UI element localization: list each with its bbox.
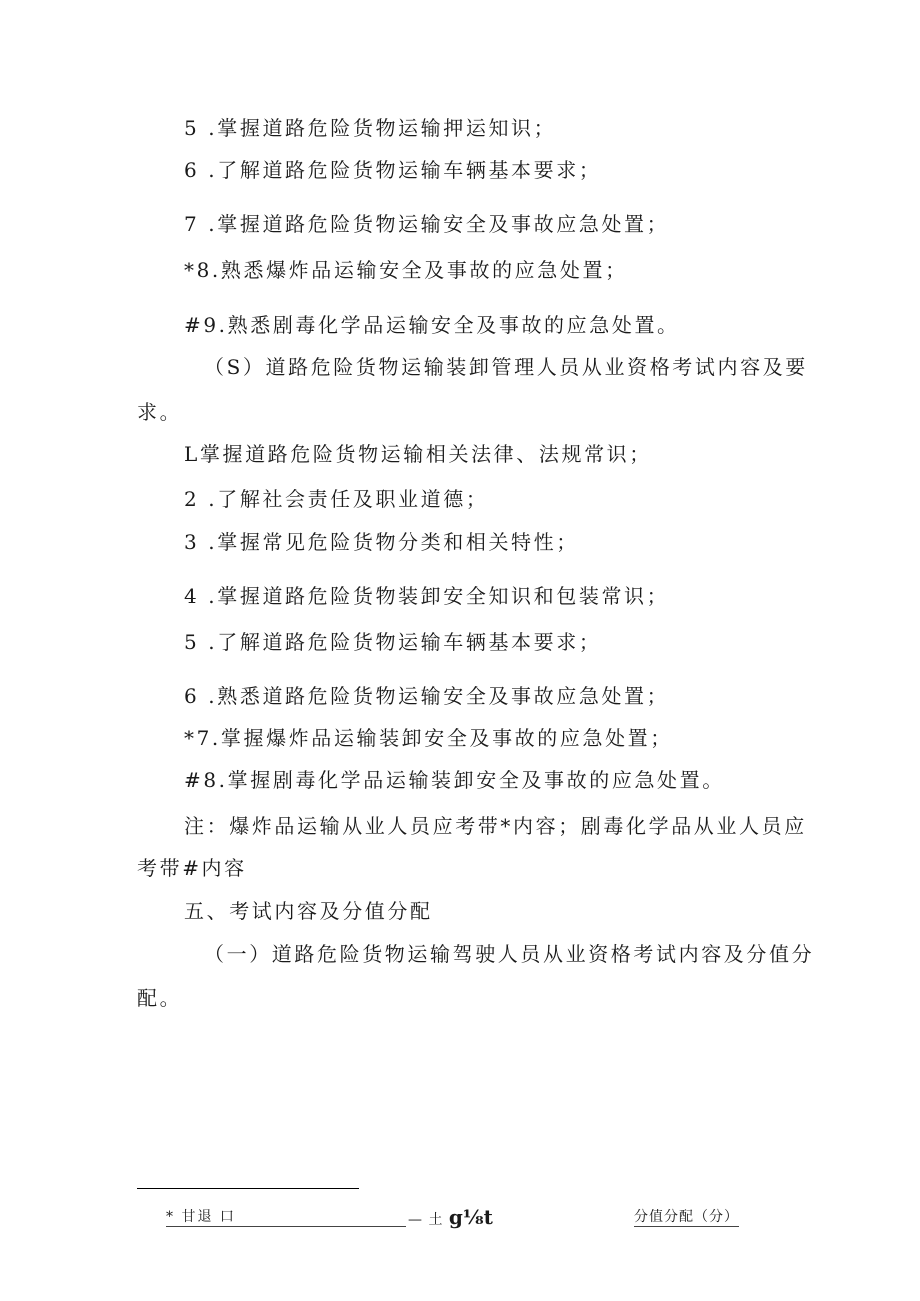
item-6-vehicle-requirements: 6 .了解道路危险货物运输车辆基本要求； — [184, 158, 602, 182]
loading-item-2-ethics: 2 .了解社会责任及职业道德； — [184, 487, 489, 511]
item-5-escort-knowledge: 5 .掌握道路危险货物运输押运知识； — [184, 116, 557, 140]
loading-item-5-vehicles: 5 .了解道路危险货物运输车辆基本要求； — [184, 630, 602, 654]
table-header-col2-bold: g⅛t — [448, 1205, 493, 1229]
loading-item-3-classification: 3 .掌握常见危险货物分类和相关特性； — [184, 530, 579, 554]
table-header-score-allocation: 分值分配（分） — [634, 1209, 739, 1225]
table-header-col2-prefix: — 土 — [408, 1212, 449, 1228]
section-loading-managers-heading: （S）道路危险货物运输装卸管理人员从业资格考试内容及要 — [204, 355, 808, 379]
section-loading-managers-heading-cont: 求。 — [137, 400, 183, 424]
loading-item-8-toxic-chemicals: #8.掌握剧毒化学品运输装卸安全及事故的应急处置。 — [184, 768, 725, 792]
subsection-drivers-heading: （一）道路危险货物运输驾驶人员从业资格考试内容及分值分 — [204, 942, 815, 966]
table-header-col2 — [408, 1205, 493, 1229]
item-9-toxic-chemicals: #9.熟悉剧毒化学品运输安全及事故的应急处置。 — [184, 313, 680, 337]
table-top-rule — [137, 1188, 359, 1189]
section-five-heading: 五、考试内容及分值分配 — [184, 899, 433, 923]
item-7-safety-emergency: 7 .掌握道路危险货物运输安全及事故应急处置； — [184, 212, 670, 236]
item-8-explosives: *8.熟悉爆炸品运输安全及事故的应急处置； — [184, 258, 628, 282]
loading-item-6-emergency: 6 .熟悉道路危险货物运输安全及事故应急处置； — [184, 684, 670, 708]
table-header-col1: * 甘退 口 — [166, 1208, 406, 1227]
subsection-drivers-heading-cont: 配。 — [137, 986, 183, 1010]
note-line-2: 考带#内容 — [137, 856, 247, 880]
loading-item-4-packaging: 4 .掌握道路危险货物装卸安全知识和包装常识； — [184, 584, 670, 608]
note-line-1: 注：爆炸品运输从业人员应考带*内容；剧毒化学品从业人员应 — [184, 814, 807, 838]
loading-item-1-laws: L掌握道路危险货物运输相关法律、法规常识； — [184, 442, 652, 466]
loading-item-7-explosives: *7.掌握爆炸品运输装卸安全及事故的应急处置； — [184, 726, 673, 750]
